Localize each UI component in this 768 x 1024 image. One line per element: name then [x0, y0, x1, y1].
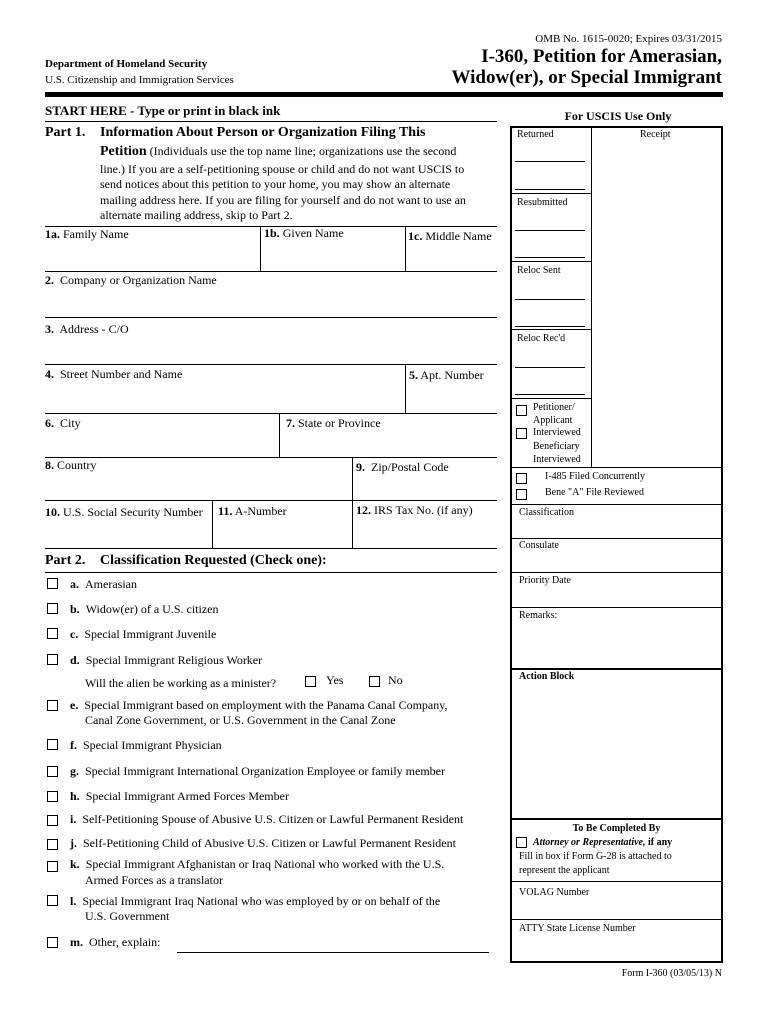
uscis-rule [511, 668, 722, 670]
option-text: Special Immigrant based on employment with the Panama Canal Company, [84, 698, 448, 712]
option-c-checkbox[interactable] [47, 628, 58, 639]
field-number: 7. [286, 416, 295, 430]
option-m-checkbox[interactable] [47, 937, 58, 948]
attorney-label [533, 837, 672, 848]
a-number-field[interactable] [218, 504, 351, 547]
street-field[interactable] [45, 367, 403, 412]
option-c-label [70, 627, 216, 642]
option-f-checkbox[interactable] [47, 739, 58, 750]
form-footer: Form I-360 (03/05/13) N [621, 968, 722, 979]
uscis-entry-line [515, 299, 585, 300]
reloc-recd-label: Reloc Rec'd [517, 333, 566, 344]
part2-title: Classification Requested (Check one): [100, 553, 327, 568]
grid-rule [45, 500, 497, 501]
option-k-checkbox[interactable] [47, 861, 58, 872]
option-key: f. [70, 738, 77, 752]
field-number: 5. [409, 368, 418, 382]
option-key: l. [70, 894, 77, 908]
petitioner-interviewed-label [533, 401, 575, 427]
volag-number-label: VOLAG Number [519, 887, 590, 898]
to-be-completed-title: To Be Completed By [572, 823, 661, 834]
label-line: Petitioner/ [533, 402, 575, 413]
option-key: j. [70, 836, 77, 850]
field-number: 12. [356, 503, 371, 517]
middle-name-field[interactable] [408, 229, 497, 270]
field-label: City [60, 416, 81, 430]
field-number: 1b. [264, 226, 280, 240]
uscis-rule [511, 398, 591, 399]
part1-number: Part 1. [45, 125, 86, 140]
uscis-rule [511, 572, 722, 573]
part1-instructions-d: mailing address here. If you are filing for yourself and do not want to use an [100, 193, 466, 207]
if-any-text: if any [648, 837, 673, 848]
option-key: i. [70, 812, 77, 826]
field-number: 8. [45, 458, 54, 472]
grid-rule [45, 317, 497, 318]
uscis-rule [511, 538, 722, 539]
field-number: 6. [45, 416, 54, 430]
field-number: 11. [218, 504, 233, 518]
option-h-checkbox[interactable] [47, 791, 58, 802]
uscis-rule [511, 467, 722, 468]
option-text: Self-Petitioning Child of Abusive U.S. Citizen or Lawful Permanent Resident [83, 836, 456, 850]
beneficiary-interviewed-label [533, 440, 581, 466]
given-name-field[interactable] [264, 226, 404, 270]
consulate-label: Consulate [519, 540, 559, 551]
uscis-entry-line [515, 394, 585, 395]
label-line: Beneficiary [533, 441, 580, 452]
grid-rule [45, 364, 497, 365]
remarks-label: Remarks: [519, 610, 558, 621]
option-key: a. [70, 577, 79, 591]
grid-divider [260, 226, 261, 271]
option-key: d. [70, 653, 80, 667]
option-text: Other, explain: [89, 935, 161, 949]
option-m-label [70, 935, 161, 950]
option-a-label [70, 577, 137, 592]
option-d-label [70, 653, 262, 668]
option-key: k. [70, 857, 80, 871]
option-text: Widow(er) of a U.S. citizen [85, 602, 219, 616]
part2-rule [45, 572, 497, 573]
field-label: Address - C/O [59, 322, 129, 336]
option-e-checkbox[interactable] [47, 700, 58, 711]
field-label: A-Number [234, 504, 287, 518]
uscis-entry-line [515, 367, 585, 368]
option-h-label [70, 789, 289, 804]
resubmitted-label: Resubmitted [517, 197, 568, 208]
classification-label: Classification [519, 507, 574, 518]
minister-yes-checkbox[interactable] [305, 676, 316, 687]
minister-no-label: No [388, 673, 403, 687]
option-key: m. [70, 935, 83, 949]
uscis-entry-line [515, 257, 585, 258]
bene-a-file-label: Bene "A" File Reviewed [545, 487, 644, 498]
label-line: Applicant [533, 415, 573, 426]
omb-number: OMB No. 1615-0020; Expires 03/31/2015 [535, 33, 722, 45]
beneficiary-interviewed-checkbox[interactable] [516, 428, 527, 439]
country-field[interactable] [45, 458, 350, 499]
option-text: Special Immigrant Afghanistan or Iraq National who worked with the U.S. [85, 857, 445, 871]
grid-rule [45, 548, 497, 549]
fill-box-line2: represent the applicant [519, 865, 610, 876]
apt-number-field[interactable] [409, 368, 497, 412]
option-text: Special Immigrant Armed Forces Member [85, 789, 289, 803]
option-g-checkbox[interactable] [47, 766, 58, 777]
option-j-label [70, 836, 456, 851]
company-name-field[interactable] [45, 273, 497, 316]
returned-label: Returned [517, 129, 554, 140]
option-key: h. [70, 789, 80, 803]
field-number: 9. [356, 460, 365, 474]
label-line: Interviewed [533, 454, 581, 465]
i485-label: I-485 Filed Concurrently [545, 471, 645, 482]
field-label: State or Province [298, 416, 381, 430]
field-number: 10. [45, 505, 60, 519]
field-label: Street Number and Name [60, 367, 183, 381]
part1-instructions-c: send notices about this petition to your home, you may show an alternate [100, 177, 451, 191]
uscis-entry-line [515, 189, 585, 190]
form-title-line2: Widow(er), or Special Immigrant [451, 67, 722, 88]
city-field[interactable] [45, 416, 277, 456]
part1-instructions-b: line.) If you are a self-petitioning spouse or child and do not want USCIS to [100, 162, 465, 176]
address-co-field[interactable] [45, 322, 497, 363]
grid-divider [405, 226, 406, 271]
grid-rule [45, 271, 497, 272]
option-text: Special Immigrant Religious Worker [85, 653, 263, 667]
grid-divider [352, 457, 353, 548]
field-label: Apt. Number [420, 368, 484, 382]
petitioner-interviewed-label-line3: Interviewed [533, 427, 581, 438]
uscis-rule [511, 818, 722, 820]
agency-name: Department of Homeland Security [45, 58, 208, 70]
option-text: Special Immigrant Physician [83, 738, 222, 752]
minister-no-checkbox[interactable] [369, 676, 380, 687]
option-l-checkbox[interactable] [47, 895, 58, 906]
family-name-field[interactable] [45, 227, 259, 270]
field-label: Middle Name [425, 229, 492, 243]
receipt-divider [591, 127, 592, 467]
uscis-entry-line [515, 326, 585, 327]
uscis-rule [511, 193, 591, 194]
option-key: c. [70, 627, 79, 641]
subagency-name: U.S. Citizenship and Immigration Services [45, 74, 234, 86]
attorney-text: Attorney or Representative, [533, 837, 646, 848]
start-here-rule [45, 121, 497, 122]
grid-divider [279, 413, 280, 457]
minister-yes-label: Yes [326, 673, 344, 687]
option-text: Special Immigrant International Organization Employee or family member [85, 764, 445, 778]
option-text: Amerasian [85, 577, 137, 591]
option-k-label [70, 857, 444, 872]
option-i-checkbox[interactable] [47, 815, 58, 826]
option-k-label-line2: Armed Forces as a translator [85, 873, 223, 887]
option-b-label [70, 602, 219, 617]
bene-a-file-checkbox[interactable] [516, 489, 527, 500]
option-b-checkbox[interactable] [47, 603, 58, 614]
uscis-entry-line [515, 161, 585, 162]
field-number: 3. [45, 322, 54, 336]
field-label: Given Name [282, 226, 344, 240]
priority-date-label: Priority Date [519, 575, 571, 586]
option-key: b. [70, 602, 80, 616]
part1-instructions-e: alternate mailing address, skip to Part 2. [100, 208, 293, 222]
uscis-use-title: For USCIS Use Only [564, 109, 672, 123]
option-d-checkbox[interactable] [47, 654, 58, 665]
zip-field[interactable] [356, 460, 496, 499]
i485-checkbox[interactable] [516, 473, 527, 484]
part1-title-line2 [100, 144, 456, 160]
field-number: 2. [45, 273, 54, 287]
uscis-rule [511, 504, 722, 505]
atty-license-label: ATTY State License Number [519, 923, 636, 934]
option-l-label-line2: U.S. Government [85, 909, 170, 923]
option-f-label [70, 738, 222, 753]
field-number: 4. [45, 367, 54, 381]
start-here-label: START HERE - Type or print in black ink [45, 103, 281, 118]
field-label: U.S. Social Security Number [63, 505, 203, 519]
uscis-rule [511, 329, 591, 330]
other-explain-input[interactable] [177, 952, 489, 953]
action-block-label: Action Block [519, 671, 575, 682]
option-j-checkbox[interactable] [47, 839, 58, 850]
irs-tax-field[interactable] [356, 503, 496, 547]
option-a-checkbox[interactable] [47, 578, 58, 589]
uscis-rule [511, 261, 591, 262]
state-field[interactable] [286, 416, 496, 456]
option-text: Special Immigrant Juvenile [84, 627, 217, 641]
grid-divider [212, 500, 213, 548]
part1-title: Information About Person or Organization Filing This [100, 125, 426, 140]
option-text: Special Immigrant Iraq National who was employed by or on behalf of the [82, 894, 441, 908]
field-label: Zip/Postal Code [371, 460, 449, 474]
field-label: IRS Tax No. (if any) [374, 503, 473, 517]
field-label: Company or Organization Name [60, 273, 217, 287]
reloc-sent-label: Reloc Sent [517, 265, 561, 276]
option-key: g. [70, 764, 79, 778]
minister-question: Will the alien be working as a minister? [85, 676, 277, 690]
option-key: e. [70, 698, 79, 712]
receipt-label: Receipt [640, 129, 671, 140]
option-i-label [70, 812, 463, 827]
part1-instructions-a: (Individuals use the top name line; organizations use the second [149, 144, 457, 158]
option-e-label-line2: Canal Zone Government, or U.S. Government in the Canal Zone [85, 713, 396, 727]
header-rule [45, 92, 723, 97]
part2-number: Part 2. [45, 553, 86, 568]
fill-box-line1: Fill in box if Form G-28 is attached to [519, 851, 672, 862]
option-l-label [70, 894, 440, 909]
part1-title-petition: Petition [100, 144, 147, 159]
uscis-rule [511, 881, 722, 882]
petitioner-interviewed-checkbox[interactable] [516, 405, 527, 416]
option-g-label [70, 764, 445, 779]
field-label: Country [57, 458, 97, 472]
option-e-label [70, 698, 447, 713]
g28-attached-checkbox[interactable] [516, 837, 527, 848]
uscis-entry-line [515, 230, 585, 231]
uscis-rule [511, 919, 722, 920]
uscis-rule [511, 607, 722, 608]
ssn-field[interactable] [45, 505, 211, 547]
form-title-line1: I-360, Petition for Amerasian, [481, 46, 722, 67]
grid-rule [45, 413, 497, 414]
option-text: Self-Petitioning Spouse of Abusive U.S. Citizen or Lawful Permanent Resident [82, 812, 464, 826]
field-label: Family Name [63, 227, 129, 241]
grid-divider [405, 364, 406, 413]
field-number: 1c. [408, 229, 423, 243]
field-number: 1a. [45, 227, 60, 241]
